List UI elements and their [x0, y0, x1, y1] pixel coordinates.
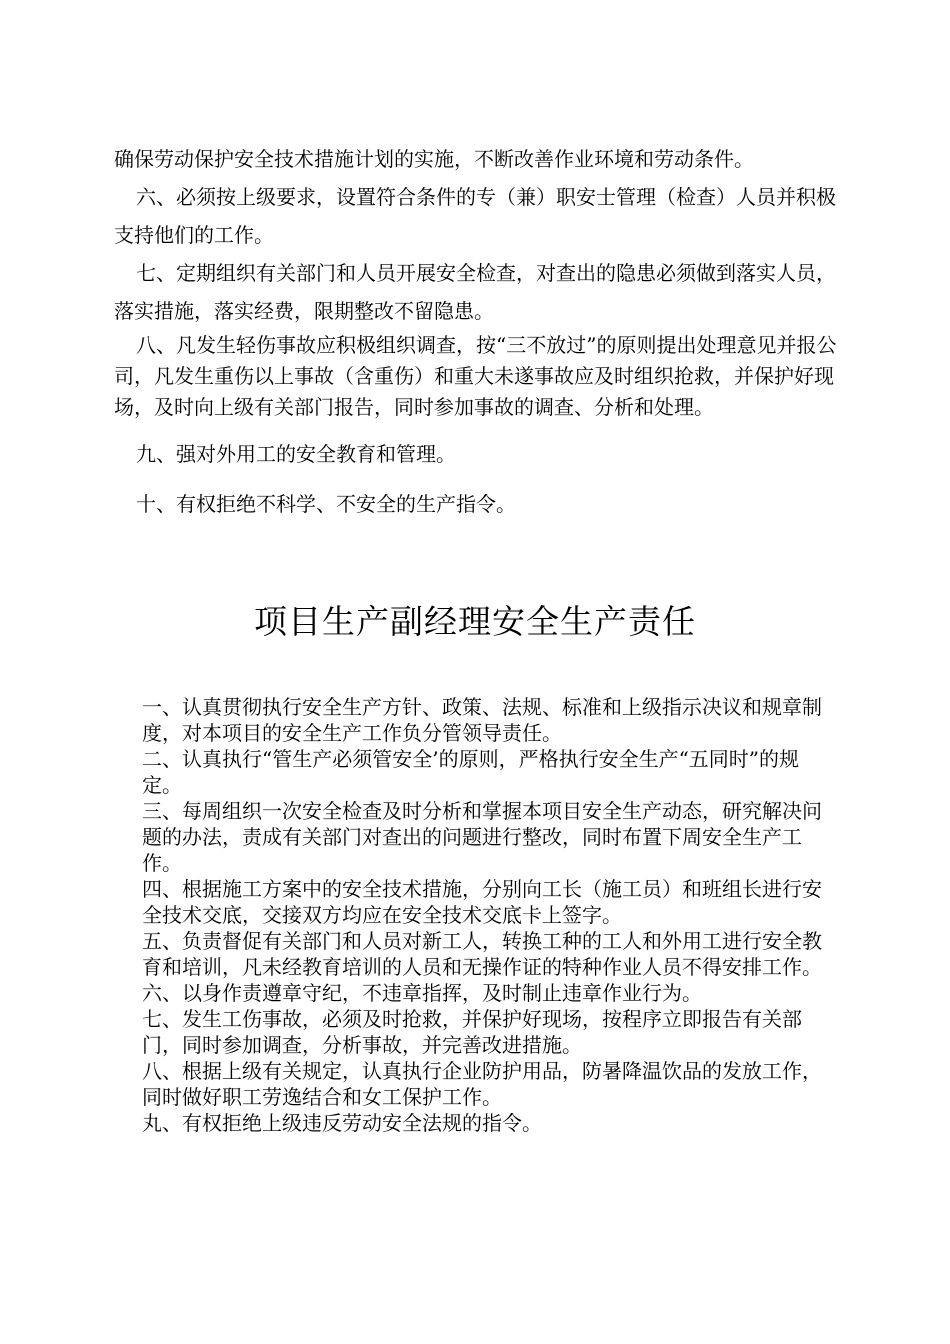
responsibility-item-2: 二、认真执行“管生产必须管安全’的原则，严格执行安全生产“五同时”的规定。 — [142, 747, 800, 797]
responsibility-item-5: 五、负责督促有关部门和人员对新工人，转换工种的工人和外用工进行安全教育和培训，凡未经教育培训的人员和无操作证的特种作业人员不得安排工作。 — [142, 929, 822, 979]
top-section — [114, 140, 840, 523]
responsibility-item-1: 一、认真贯彻执行安全生产方针、政策、法规、标准和上级指示决议和规章制度，对本项目的安全生产工作负分管领导责任。 — [142, 695, 822, 745]
paragraph-continuation: 确保劳动保护安全技术措施计划的实施，不断改善作业环境和劳动条件。 — [114, 147, 754, 171]
responsibility-item-9: 丸、有权拒绝上级违反劳动安全法规的指令。 — [142, 1111, 542, 1135]
paragraph-item-10: 十、有权拒绝不科学、不安全的生产指令。 — [136, 492, 516, 516]
section-heading: 项目生产副经理安全生产责任 — [254, 602, 696, 641]
paragraph-item-9: 九、强对外用工的安全教育和管理。 — [136, 442, 456, 466]
responsibility-item-4: 四、根据施工方案中的安全技术措施，分别向工长（施工员）和班组长进行安全技术交底，交接双方均应在安全技术交底卡上签字。 — [142, 877, 822, 927]
responsibility-item-3: 三、每周组织一次安全检查及时分析和掌握本项目安全生产动态，研究解决问题的办法，责成有关部门对查出的问题进行整改，同时布置下周安全生产工作。 — [142, 799, 822, 875]
paragraph-item-6: 六、必须按上级要求，设置符合条件的专（兼）职安士管理（检查）人员并积极支持他们的工作。 — [114, 185, 836, 247]
responsibility-item-6: 六、以身作责遵章守纪，不违章指挥，及时制止违章作业行为。 — [142, 981, 702, 1005]
bottom-section — [142, 694, 838, 1136]
paragraph-item-7: 七、定期组织有关部门和人员开展安全检查，对查出的隐患必须做到落实人员，落实措施，落实经费，限期整改不留隐患。 — [114, 261, 836, 323]
paragraph-item-8: 八、凡发生轻伤事故应积极组织调查，按“三不放过”的原则提出处理意见并报公司，凡发生重伤以上事故（含重伤）和重大未遂事故应及时组织抢救，并保护好现场，及时向上级有关部门报告，同时参加事故的调查、分析和处理。 — [114, 333, 837, 419]
responsibility-item-7: 七、发生工伤事故，必须及时抢救，并保护好现场，按程序立即报告有关部门，同时参加调查，分析事故，并完善改进措施。 — [142, 1007, 802, 1057]
responsibility-item-8: 八、根据上级有关规定，认真执行企业防护用品，防暑降温饮品的发放工作，同时做好职工劳逸结合和女工保护工作。 — [142, 1059, 822, 1109]
